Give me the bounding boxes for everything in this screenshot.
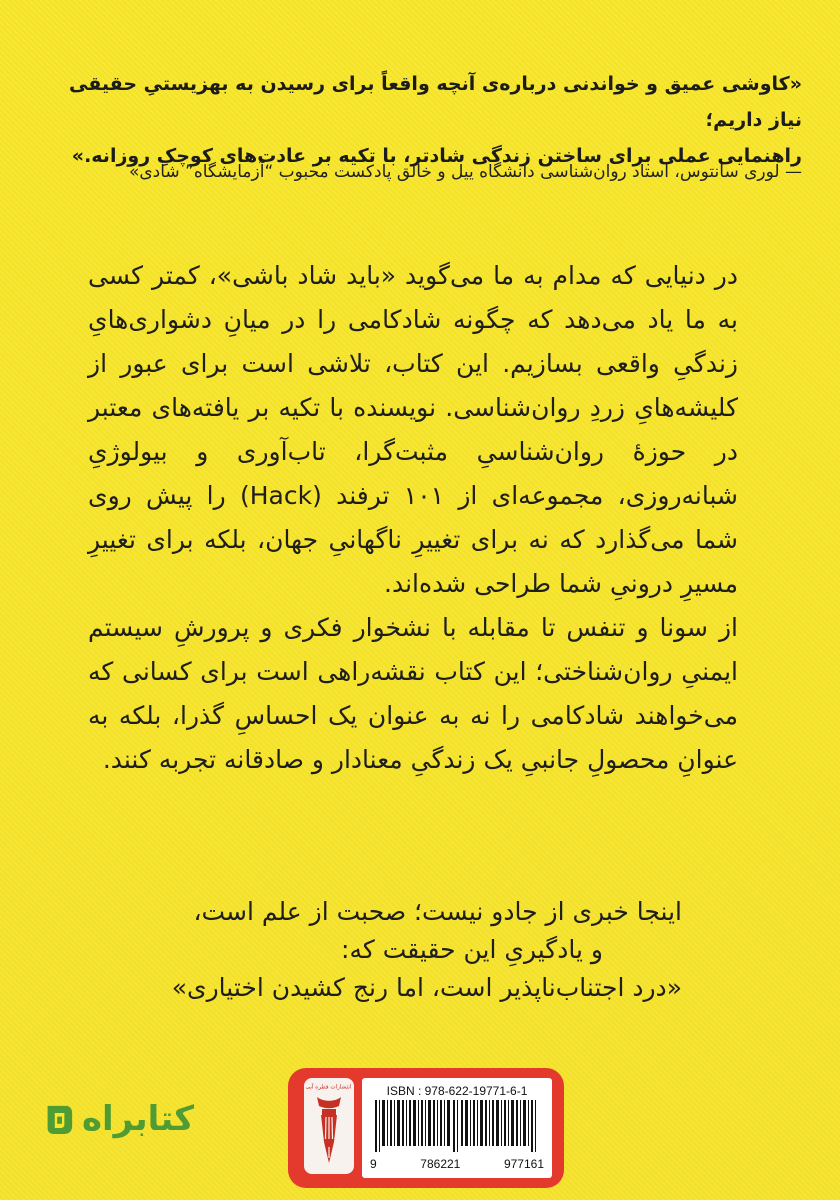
barcode-icon bbox=[375, 1100, 539, 1152]
description-paragraph-1: در دنیایی که مدام به ما می‌گوید «باید شاد باشی»، کمتر کسی به ما یاد می‌دهد که چگونه شادکامی را در میانِ دشواری‌هایِ زندگیِ واقعی بسازیم. این کتاب، تلاشی است برای عبور از کلیشه‌هایِ زردِ روان‌شناسی. نویسنده با تکیه بر یافته‌های معتبر در حوزهٔ روان‌شناسیِ مثبت‌گرا، تاب‌آوری و بیولوژیِ شبانه‌روزی، مجموعه‌ای از ۱۰۱ ترفند (Hack) را پیش روی شما می‌گذارد که نه برای تغییرِ ناگهانیِ جهان، بلکه برای تغییرِ مسیرِ درونیِ شما طراحی شده‌اند. bbox=[88, 261, 738, 598]
barcode-digit-left: 9 bbox=[370, 1157, 377, 1171]
closing-line-2: و یادگیریِ این حقیقت که: bbox=[341, 935, 603, 964]
pen-column-icon bbox=[313, 1093, 345, 1167]
book-logo-icon bbox=[44, 1091, 74, 1147]
barcode-panel bbox=[288, 1068, 564, 1188]
closing-line-1: اینجا خبری از جادو نیست؛ صحبت از علم است، bbox=[193, 897, 682, 926]
brand-name: کتابراه bbox=[81, 1099, 194, 1139]
quote-line-1: «کاوشی عمیق و خواندنی درباره‌ی آنچه واقعاً برای رسیدن به بهزیستیِ حقیقی نیاز داریم؛ bbox=[68, 73, 802, 131]
publisher-logo bbox=[304, 1078, 354, 1174]
publisher-name: انتشارات قطره آبی bbox=[306, 1083, 352, 1091]
barcode-digits-middle: 786221 bbox=[420, 1157, 461, 1171]
description-paragraph-2: از سونا و تنفس تا مقابله با نشخوار فکری و پرورشِ سیستم ایمنیِ روان‌شناختی؛ این کتاب نقشه‌راهی است برای کسانی که می‌خواهند شادکامی را نه به عنوان یک احساسِ گذرا، بلکه به عنوانِ محصولِ جانبیِ یک زندگیِ معنادار و صادقانه تجربه کنند. bbox=[88, 613, 738, 774]
isbn-barcode bbox=[362, 1078, 552, 1178]
brand-logo bbox=[44, 1087, 194, 1151]
closing-text bbox=[171, 893, 682, 1007]
quote-line-2: راهنمایی عملی برای ساختن زندگی شادتر، با تکیه بر عادت‌های کوچکِ روزانه.» bbox=[71, 145, 802, 167]
quote-attribution: — لوری سانتوس، استاد روان‌شناسی دانشگاه ییل و خالق پادکست محبوب “آزمایشگاه” شادی» bbox=[128, 162, 802, 182]
barcode-digits bbox=[370, 1157, 544, 1171]
description-text bbox=[88, 254, 738, 782]
barcode-digits-right: 977161 bbox=[503, 1157, 544, 1171]
closing-line-3: «درد اجتناب‌ناپذیر است، اما رنج کشیدن اختیاری» bbox=[171, 973, 682, 1002]
isbn-number: ISBN : 978-622-19771-6-1 bbox=[386, 1084, 528, 1098]
